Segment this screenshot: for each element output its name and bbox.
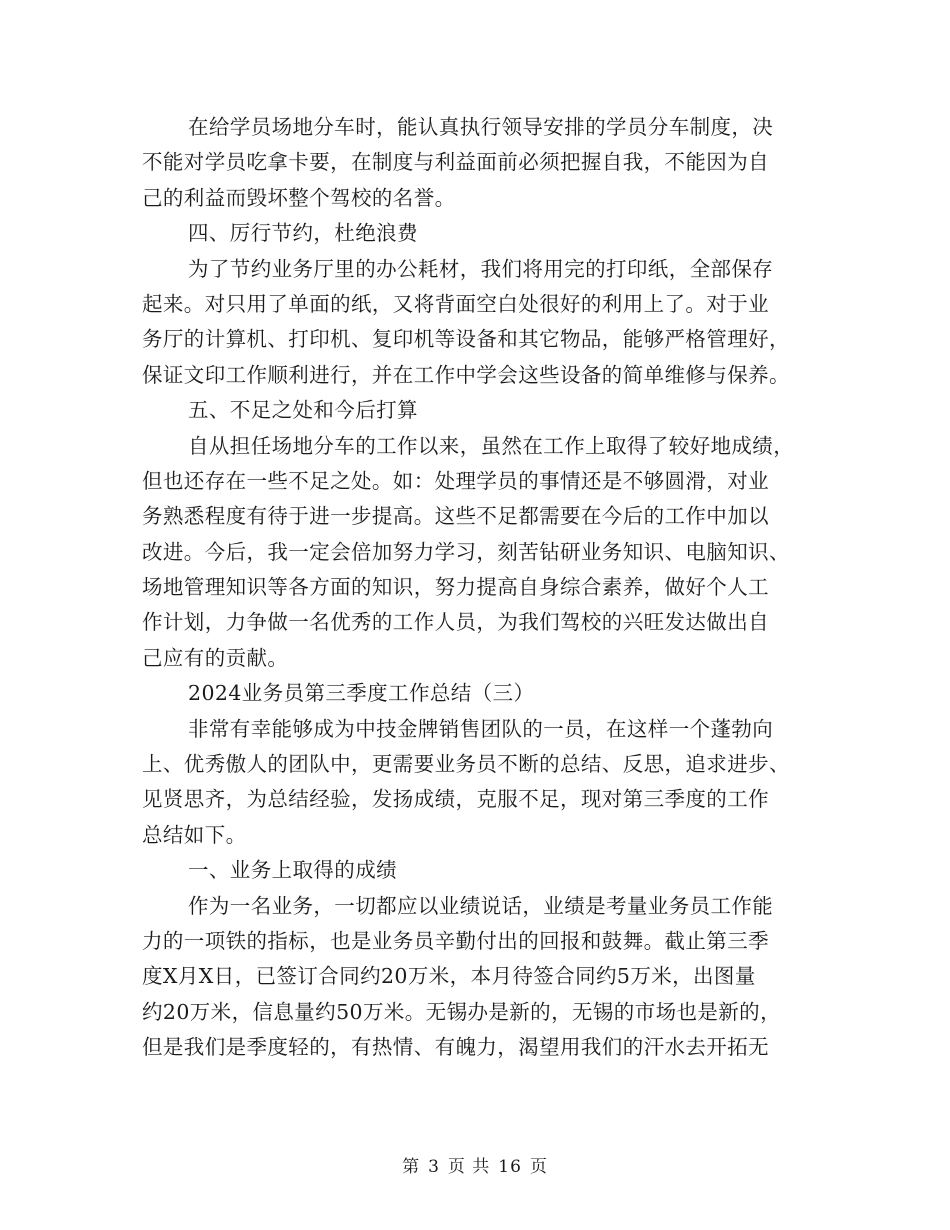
section-heading: 五、不足之处和今后打算 — [188, 398, 418, 423]
text-line: 非常有幸能够成为中技金牌销售团队的一员，在这样一个蓬勃向 — [188, 716, 774, 741]
text-line: 改进。今后，我一定会倍加努力学习，刻苦钻研业务知识、电脑知识、 — [142, 539, 790, 564]
text-line: 己的利益而毁坏整个驾校的名誉。 — [142, 185, 456, 210]
text-line: 起来。对只用了单面的纸，又将背面空白处很好的利用上了。对于业 — [142, 291, 769, 316]
footer-middle: 页 共 — [447, 1157, 491, 1177]
text-line: 上、优秀傲人的团队中，更需要业务员不断的总结、反思，追求进步、 — [142, 752, 790, 777]
text-line: 总结如下。 — [142, 822, 247, 847]
text-line: 场地管理知识等各方面的知识，努力提高自身综合素养，做好个人工 — [142, 575, 769, 600]
text-line: 度X月X日，已签订合同约20万米，本月待签合同约5万米，出图量 — [142, 964, 756, 989]
text-line: 务厅的计算机、打印机、复印机等设备和其它物品，能够严格管理好， — [142, 327, 790, 352]
text-line: 在给学员场地分车时，能认真执行领导安排的学员分车制度，决 — [188, 115, 774, 139]
text-line: 约20万米，信息量约50万米。无锡办是新的，无锡的市场也是新的， — [142, 999, 781, 1024]
page-footer — [0, 1152, 950, 1177]
text-line: 己应有的贡献。 — [142, 645, 289, 670]
text-line: 务熟悉程度有待于进一步提高。这些不足都需要在今后的工作中加以 — [142, 504, 769, 529]
text-line: 作计划，力争做一名优秀的工作人员，为我们驾校的兴旺发达做出自 — [142, 610, 769, 635]
footer-prefix: 第 — [402, 1157, 421, 1177]
section-heading: 一、业务上取得的成绩 — [188, 858, 397, 883]
section-heading: 四、厉行节约，杜绝浪费 — [188, 221, 418, 246]
text-line: 为了节约业务厅里的办公耗材，我们将用完的打印纸，全部保存 — [188, 256, 774, 281]
total-pages: 16 — [498, 1157, 522, 1177]
document-title: 2024业务员第三季度工作总结（三） — [188, 681, 535, 706]
text-line: 见贤思齐，为总结经验，发扬成绩，克服不足，现对第三季度的工作 — [142, 787, 769, 812]
page-number: 3 — [428, 1157, 440, 1177]
document-body — [142, 110, 806, 1066]
text-line: 作为一名业务，一切都应以业绩说话，业绩是考量业务员工作能 — [188, 893, 774, 918]
text-line: 自从担任场地分车的工作以来，虽然在工作上取得了较好地成绩， — [188, 433, 795, 458]
text-line: 力的一项铁的指标，也是业务员辛勤付出的回报和鼓舞。截止第三季 — [142, 928, 769, 953]
text-line: 但也还存在一些不足之处。如：处理学员的事情还是不够圆滑，对业 — [142, 468, 769, 493]
text-line: 但是我们是季度轻的，有热情、有魄力，渴望用我们的汗水去开拓无 — [142, 1035, 769, 1060]
text-line: 不能对学员吃拿卡要，在制度与利益面前必须把握自我，不能因为自 — [142, 150, 769, 175]
text-line: 保证文印工作顺利进行，并在工作中学会这些设备的简单维修与保养。 — [142, 362, 790, 387]
footer-suffix: 页 — [529, 1157, 548, 1177]
